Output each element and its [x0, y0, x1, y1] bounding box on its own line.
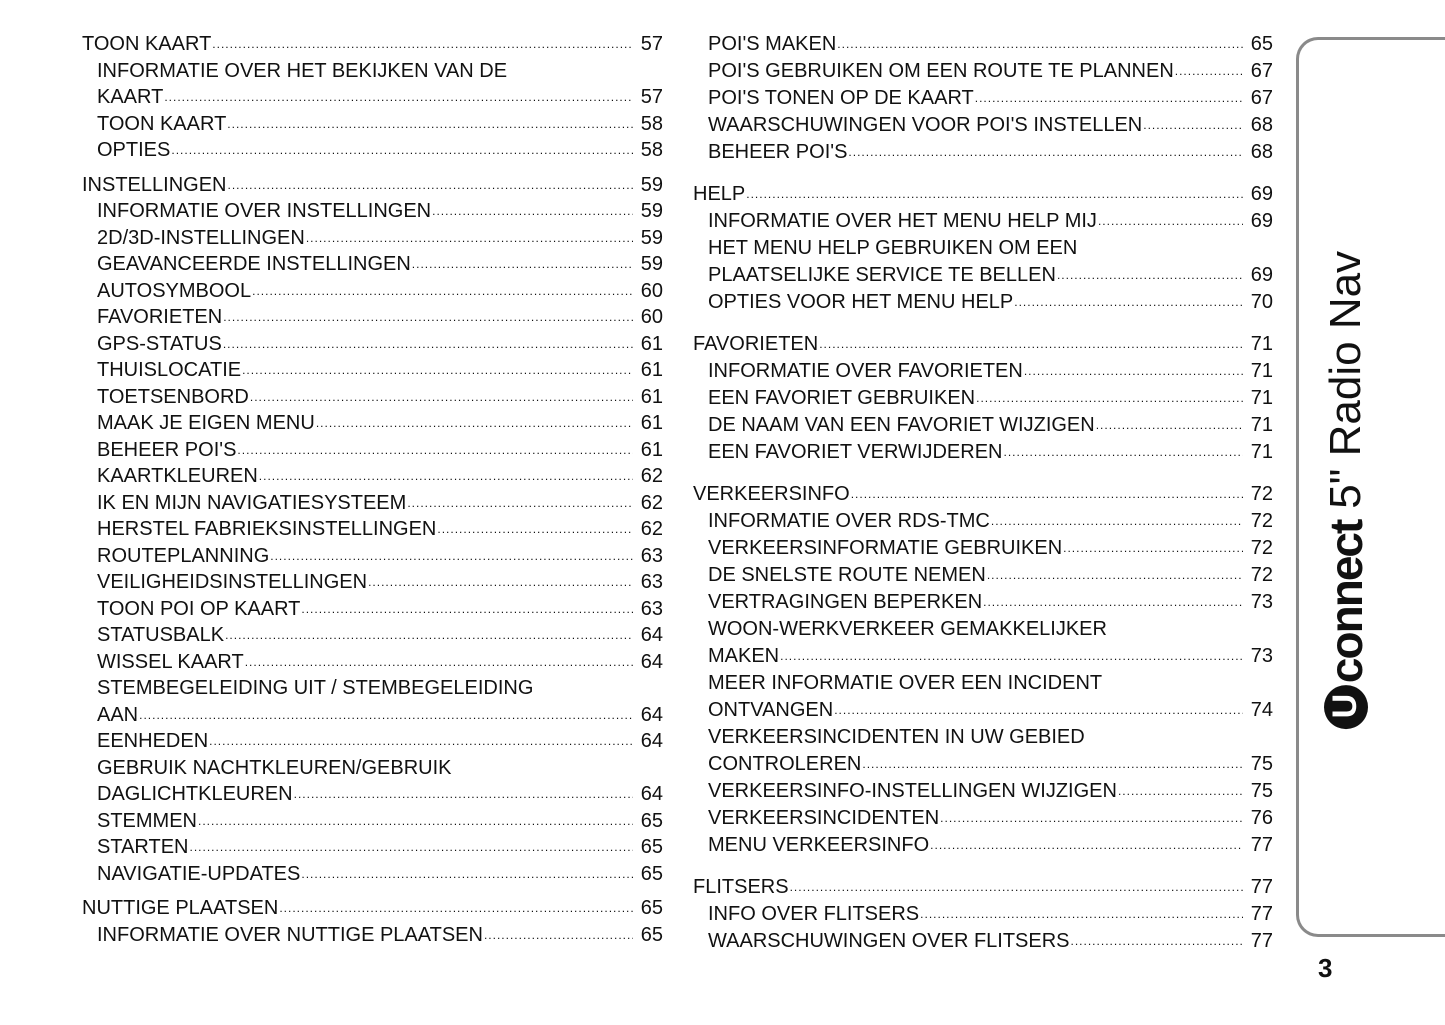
toc-entry[interactable] [82, 569, 663, 596]
toc-entry-label: EEN FAVORIET GEBRUIKEN [708, 387, 976, 409]
toc-entry[interactable] [82, 702, 663, 729]
dot-leader [164, 84, 633, 111]
dot-leader [227, 111, 633, 138]
dot-leader [412, 251, 633, 278]
toc-entry[interactable] [82, 251, 663, 278]
toc-page-number: 59 [640, 173, 663, 196]
side-tab-subtitle: 5" Radio Nav [1321, 250, 1370, 509]
toc-entry-label: NUTTIGE PLAATSEN [82, 897, 279, 919]
dot-leader [432, 198, 633, 225]
toc-entry[interactable] [82, 622, 663, 649]
toc-entry-label: STATUSBALK [97, 624, 225, 646]
toc-entry[interactable] [693, 832, 1273, 859]
toc-entry-label: VERTRAGINGEN BEPERKEN [708, 591, 983, 613]
toc-entry-label: KAARTKLEUREN [97, 465, 258, 487]
dot-leader [975, 85, 1243, 112]
toc-entry-label: FLITSERS [693, 876, 789, 898]
toc-page-number: 71 [1250, 414, 1273, 436]
toc-entry-label: STARTEN [97, 836, 189, 858]
toc-entry[interactable] [82, 137, 663, 164]
toc-page-number: 68 [1250, 141, 1273, 163]
dot-leader [930, 832, 1243, 859]
dot-leader [819, 331, 1243, 358]
toc-heading[interactable] [693, 874, 1273, 901]
toc-entry[interactable] [693, 31, 1273, 58]
toc-entry-label: OPTIES [97, 139, 171, 161]
toc-page-number: 64 [640, 783, 663, 805]
toc-page-number: 72 [1250, 483, 1273, 505]
toc-entry-label: GPS-STATUS [97, 332, 222, 355]
toc-entry[interactable] [693, 358, 1273, 385]
toc-entry[interactable] [82, 808, 663, 835]
toc-entry[interactable] [693, 262, 1273, 289]
dot-leader [1118, 778, 1243, 805]
toc-left-column [82, 31, 663, 956]
dot-leader [306, 225, 633, 252]
toc-entry[interactable] [82, 304, 663, 331]
toc-entry[interactable] [693, 616, 1273, 643]
toc-heading[interactable] [693, 481, 1273, 508]
toc-page-number: 69 [1250, 264, 1273, 286]
toc-entry[interactable] [82, 861, 663, 888]
dot-leader [991, 508, 1243, 535]
toc-page-number: 65 [1250, 33, 1273, 55]
toc-page-number: 59 [640, 226, 663, 249]
toc-page-number: 70 [1250, 291, 1273, 313]
toc-page-number: 75 [1250, 780, 1273, 802]
dot-leader [279, 895, 633, 922]
dot-leader [227, 172, 633, 199]
toc-entry-label: INFORMATIE OVER NUTTIGE PLAATSEN [97, 923, 483, 946]
toc-page-number: 61 [640, 412, 663, 434]
toc-entry[interactable] [82, 437, 663, 464]
dot-leader [920, 901, 1243, 928]
dot-leader [198, 808, 633, 835]
toc-entry-label: STEMMEN [97, 809, 197, 832]
toc-entry-label: INFORMATIE OVER FAVORIETEN [708, 360, 1023, 382]
toc-entry-label: GEAVANCEERDE INSTELLINGEN [97, 253, 411, 275]
toc-entry-label: HET MENU HELP GEBRUIKEN OM EEN [708, 237, 1078, 259]
toc-entry-label: VERKEERSINFO [693, 483, 850, 505]
toc-entry-label: CONTROLEREN [708, 753, 862, 775]
toc-entry[interactable] [82, 596, 663, 623]
dot-leader [1063, 535, 1243, 562]
toc-entry[interactable] [693, 235, 1273, 262]
toc-page-number: 65 [640, 809, 663, 832]
dot-leader [983, 589, 1243, 616]
dot-leader [171, 137, 633, 164]
toc-page-number: 59 [640, 200, 663, 222]
dot-leader [368, 569, 633, 596]
toc-entry-label: STEMBEGELEIDING UIT / STEMBEGELEIDING [97, 677, 534, 699]
toc-page-number: 67 [1250, 87, 1273, 109]
toc-entry-label: BEHEER POI'S [708, 141, 848, 163]
toc-page-number: 65 [640, 836, 663, 858]
toc-section [82, 31, 663, 164]
toc-entry[interactable] [693, 85, 1273, 112]
dot-leader [1024, 358, 1243, 385]
toc-page-number: 61 [640, 438, 663, 461]
dot-leader [237, 437, 633, 464]
toc-entry[interactable] [693, 805, 1273, 832]
toc-entry[interactable] [82, 755, 663, 782]
toc-section [693, 31, 1273, 166]
toc-section [693, 874, 1273, 955]
toc-entry-label: INSTELLINGEN [82, 173, 227, 196]
toc-page-number: 72 [1250, 537, 1273, 559]
toc-entry[interactable] [693, 139, 1273, 166]
toc-page-number: 64 [640, 624, 663, 646]
toc-page-number: 60 [640, 279, 663, 302]
toc-section [82, 895, 663, 948]
toc-page-number: 73 [1250, 591, 1273, 613]
toc-entry[interactable] [82, 384, 663, 411]
dot-leader [301, 596, 633, 623]
toc-entry[interactable] [693, 778, 1273, 805]
toc-entry-label: DAGLICHTKLEUREN [97, 783, 293, 805]
toc-entry-label: AAN [97, 703, 139, 726]
toc-page-number: 68 [1250, 114, 1273, 136]
toc-page-number: 64 [640, 650, 663, 673]
toc-section [693, 181, 1273, 316]
toc-section [82, 172, 663, 888]
toc-entry-label: FAVORIETEN [97, 306, 223, 328]
toc-entry[interactable] [82, 834, 663, 861]
toc-entry-label: TOON KAART [97, 112, 227, 135]
toc-entry-label: BEHEER POI'S [97, 438, 237, 461]
toc-entry[interactable] [82, 84, 663, 111]
toc-entry[interactable] [82, 516, 663, 543]
toc-entry-label: VERKEERSINCIDENTEN [708, 807, 940, 829]
dot-leader [851, 481, 1243, 508]
toc-entry-label: POI'S TONEN OP DE KAART [708, 87, 974, 109]
toc-section [693, 331, 1273, 466]
toc-page-number: 72 [1250, 564, 1273, 586]
toc-entry-label: ONTVANGEN [708, 699, 834, 721]
toc-page-number: 65 [640, 923, 663, 946]
toc-page-number: 59 [640, 253, 663, 275]
toc-entry[interactable] [693, 562, 1273, 589]
uconnect-logo-u-icon: U [1324, 685, 1368, 729]
toc-entry[interactable] [82, 649, 663, 676]
toc-page-number: 62 [640, 465, 663, 487]
toc-entry-label: MEER INFORMATIE OVER EEN INCIDENT [708, 672, 1103, 694]
toc-page-number: 61 [640, 332, 663, 355]
toc-page-number: 77 [1250, 876, 1273, 898]
dot-leader [252, 278, 633, 305]
toc-page-number: 71 [1250, 360, 1273, 382]
dot-leader [225, 622, 633, 649]
page-number: 3 [1318, 953, 1333, 983]
dot-leader [437, 516, 633, 543]
dot-leader [270, 543, 633, 570]
toc-entry-label: NAVIGATIE-UPDATES [97, 862, 301, 885]
toc-entry[interactable] [693, 508, 1273, 535]
toc-entry[interactable] [82, 781, 663, 808]
toc-entry[interactable] [693, 112, 1273, 139]
dot-leader [190, 834, 634, 861]
dot-leader [1175, 58, 1243, 85]
toc-heading[interactable] [82, 31, 663, 58]
toc-page-number: 65 [640, 897, 663, 919]
toc-page-number: 60 [640, 306, 663, 328]
toc-entry-label: TOON KAART [82, 33, 212, 55]
toc-entry-label: FAVORIETEN [693, 333, 819, 355]
dot-leader [223, 304, 633, 331]
toc-heading[interactable] [82, 172, 663, 199]
dot-leader [987, 562, 1243, 589]
toc-entry[interactable] [82, 111, 663, 138]
dot-leader [790, 874, 1243, 901]
dot-leader [1096, 412, 1243, 439]
toc-entry[interactable] [693, 589, 1273, 616]
toc-page-number: 77 [1250, 834, 1273, 856]
dot-leader [1098, 208, 1243, 235]
toc-page-number: 77 [1250, 930, 1273, 952]
toc-entry[interactable] [82, 278, 663, 305]
toc-entry-label: KAART [97, 86, 164, 108]
toc-entry-label: EENHEDEN [97, 730, 209, 752]
toc-page-number: 72 [1250, 510, 1273, 532]
toc-page-number: 61 [640, 359, 663, 381]
dot-leader [1143, 112, 1243, 139]
dot-leader [301, 861, 633, 888]
toc-entry[interactable] [82, 728, 663, 755]
toc-entry-label: WOON-WERKVERKEER GEMAKKELIJKER [708, 618, 1107, 640]
dot-leader [259, 463, 633, 490]
toc-page-number: 62 [640, 518, 663, 540]
toc-entry[interactable] [693, 58, 1273, 85]
toc-entry-label: TOON POI OP KAART [97, 597, 301, 620]
toc-page-number: 63 [640, 597, 663, 620]
toc-entry[interactable] [82, 490, 663, 517]
toc-entry-label: POI'S GEBRUIKEN OM EEN ROUTE TE PLANNEN [708, 60, 1174, 82]
toc-entry[interactable] [693, 697, 1273, 724]
toc-page-number: 75 [1250, 753, 1273, 775]
toc-entry[interactable] [693, 751, 1273, 778]
toc-entry[interactable] [693, 385, 1273, 412]
dot-leader [245, 649, 633, 676]
toc-entry-label: GEBRUIK NACHTKLEUREN/GEBRUIK [97, 756, 452, 779]
toc-entry[interactable] [693, 901, 1273, 928]
toc-page-number: 67 [1250, 60, 1273, 82]
toc-page-number: 71 [1250, 441, 1273, 463]
dot-leader [940, 805, 1243, 832]
toc-entry-label: PLAATSELIJKE SERVICE TE BELLEN [708, 264, 1056, 286]
toc-entry-label: WAARSCHUWINGEN VOOR POI'S INSTELLEN [708, 114, 1143, 136]
dot-leader [862, 751, 1243, 778]
dot-leader [242, 357, 633, 384]
toc-entry[interactable] [82, 58, 663, 85]
toc-page-number: 65 [640, 862, 663, 885]
toc-entry-label: VEILIGHEIDSINSTELLINGEN [97, 571, 368, 593]
toc-entry[interactable] [82, 198, 663, 225]
dot-leader [780, 643, 1243, 670]
toc-entry[interactable] [693, 439, 1273, 466]
dot-leader [848, 139, 1243, 166]
toc-page-number: 69 [1250, 210, 1273, 232]
toc-entry-label: AUTOSYMBOOL [97, 279, 252, 302]
toc-entry-label: INFORMATIE OVER HET MENU HELP MIJ [708, 210, 1097, 232]
dot-leader [976, 385, 1243, 412]
dot-leader [1014, 289, 1243, 316]
toc-entry[interactable] [82, 331, 663, 358]
toc-page-number: 58 [640, 112, 663, 135]
toc-entry-label: MENU VERKEERSINFO [708, 834, 930, 856]
toc-heading[interactable] [693, 181, 1273, 208]
toc-entry[interactable] [82, 922, 663, 949]
toc-entry[interactable] [693, 724, 1273, 751]
toc-entry[interactable] [82, 410, 663, 437]
toc-entry[interactable] [82, 357, 663, 384]
toc-entry-label: THUISLOCATIE [97, 359, 242, 381]
dot-leader [294, 781, 633, 808]
dot-leader [1057, 262, 1243, 289]
dot-leader [212, 31, 633, 58]
toc-entry-label: IK EN MIJN NAVIGATIESYSTEEM [97, 491, 407, 514]
toc-entry[interactable] [693, 535, 1273, 562]
toc-page-number: 69 [1250, 183, 1273, 205]
toc-page-number: 77 [1250, 903, 1273, 925]
toc-entry[interactable] [693, 928, 1273, 955]
toc-entry-label: DE SNELSTE ROUTE NEMEN [708, 564, 986, 586]
toc-entry-label: ROUTEPLANNING [97, 544, 270, 567]
toc-heading[interactable] [82, 895, 663, 922]
dot-leader [407, 490, 633, 517]
dot-leader [209, 728, 633, 755]
toc-entry-label: VERKEERSINCIDENTEN IN UW GEBIED [708, 726, 1085, 748]
toc-entry-label: 2D/3D-INSTELLINGEN [97, 226, 305, 249]
uconnect-logo: U connect [1319, 521, 1373, 729]
toc-page-number: 74 [1250, 699, 1273, 721]
toc-entry-label: INFORMATIE OVER HET BEKIJKEN VAN DE [97, 59, 508, 82]
toc-entry-label: INFORMATIE OVER RDS-TMC [708, 510, 990, 532]
side-tab-title [1319, 251, 1373, 729]
toc-entry-label: MAAK JE EIGEN MENU [97, 412, 315, 434]
toc-right-column [693, 31, 1273, 970]
dot-leader [484, 922, 633, 949]
toc-heading[interactable] [693, 331, 1273, 358]
toc-entry[interactable] [82, 225, 663, 252]
toc-entry-label: DE NAAM VAN EEN FAVORIET WIJZIGEN [708, 414, 1095, 436]
toc-entry-label: POI'S MAKEN [708, 33, 837, 55]
toc-entry-label: HERSTEL FABRIEKSINSTELLINGEN [97, 518, 437, 540]
dot-leader [834, 697, 1243, 724]
toc-entry-label: VERKEERSINFORMATIE GEBRUIKEN [708, 537, 1063, 559]
toc-page-number: 71 [1250, 333, 1273, 355]
toc-entry[interactable] [693, 208, 1273, 235]
dot-leader [1004, 439, 1243, 466]
toc-entry[interactable] [82, 463, 663, 490]
toc-page-number: 64 [640, 730, 663, 752]
toc-entry-label: VERKEERSINFO-INSTELLINGEN WIJZIGEN [708, 780, 1117, 802]
toc-entry[interactable] [693, 289, 1273, 316]
toc-page-number: 58 [640, 139, 663, 161]
toc-page-number: 63 [640, 544, 663, 567]
toc-entry-label: OPTIES VOOR HET MENU HELP [708, 291, 1014, 313]
toc-entry[interactable] [82, 675, 663, 702]
toc-page-number: 61 [640, 385, 663, 408]
toc-page-number: 63 [640, 571, 663, 593]
dot-leader [223, 331, 633, 358]
toc-entry[interactable] [693, 643, 1273, 670]
toc-entry-label: MAKEN [708, 645, 780, 667]
dot-leader [250, 384, 633, 411]
toc-entry-label: WAARSCHUWINGEN OVER FLITSERS [708, 930, 1070, 952]
dot-leader [837, 31, 1243, 58]
toc-entry[interactable] [82, 543, 663, 570]
toc-page-number: 71 [1250, 387, 1273, 409]
toc-entry-label: EEN FAVORIET VERWIJDEREN [708, 441, 1003, 463]
toc-entry[interactable] [693, 412, 1273, 439]
toc-section [693, 481, 1273, 859]
dot-leader [316, 410, 633, 437]
toc-entry-label: TOETSENBORD [97, 385, 249, 408]
toc-entry-label: HELP [693, 183, 746, 205]
toc-page-number: 62 [640, 491, 663, 514]
toc-entry-label: INFO OVER FLITSERS [708, 903, 920, 925]
dot-leader [746, 181, 1243, 208]
toc-page-number: 73 [1250, 645, 1273, 667]
toc-entry-label: WISSEL KAART [97, 650, 244, 673]
dot-leader [1071, 928, 1243, 955]
toc-entry[interactable] [693, 670, 1273, 697]
toc-page-number: 57 [640, 33, 663, 55]
toc-page-number: 76 [1250, 807, 1273, 829]
toc-entry-label: INFORMATIE OVER INSTELLINGEN [97, 200, 432, 222]
dot-leader [139, 702, 633, 729]
toc-page-number: 64 [640, 703, 663, 726]
toc-page-number: 57 [640, 86, 663, 108]
